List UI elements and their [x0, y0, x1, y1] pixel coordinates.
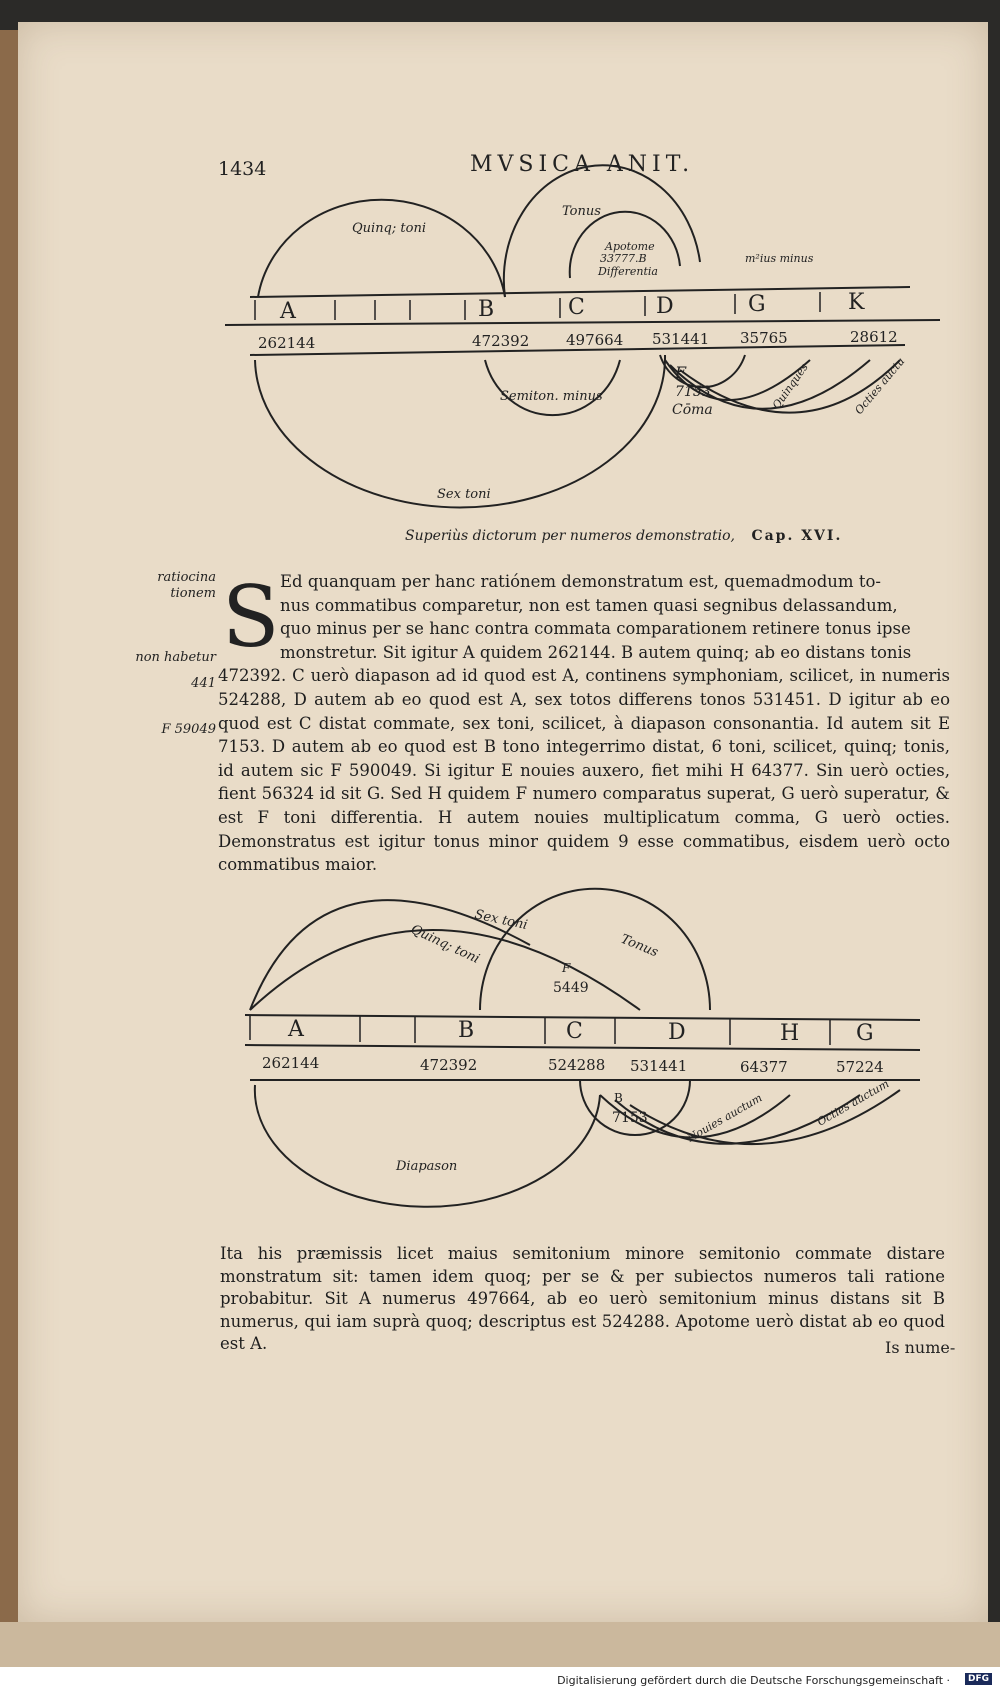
number-g: 57224 [836, 1058, 884, 1076]
dfg-logo: DFG [965, 1673, 992, 1685]
label-apotome: Apotome [605, 240, 655, 253]
diagram-1 [0, 0, 1000, 520]
label-sex-toni: Sex toni [473, 907, 529, 934]
number-b: 472392 [472, 332, 530, 350]
letter-a: A [288, 1017, 304, 1042]
arc-quinque-toni [258, 200, 505, 297]
label-diapason: Diapason [396, 1159, 458, 1174]
number-a: 262144 [262, 1054, 320, 1072]
margin-note-59049: F 59049 [161, 722, 216, 737]
caption-text: Superiùs dictorum per numeros demonstratio, [405, 528, 735, 544]
arc-diapason [255, 1085, 600, 1207]
footer-credit: Digitalisierung gefördert durch die Deutsche Forschungsgemeinschaft · [557, 1674, 950, 1687]
diagram-1-numbers [258, 328, 898, 352]
letter-d: D [656, 294, 674, 319]
number-h: 64377 [740, 1058, 788, 1076]
main-paragraph [218, 570, 950, 877]
label-semiton-minus: Semiton. minus [500, 389, 603, 404]
body-line: Ed quanquam per hanc ratiónem demonstratum est, quemadmodum to- [280, 572, 881, 591]
arc-tonus [480, 889, 710, 1010]
label-7153: 7153 [612, 1110, 648, 1126]
label-b: B [614, 1091, 623, 1105]
label-sex-toni: Sex toni [437, 487, 491, 502]
number-c: 524288 [548, 1056, 606, 1074]
letter-c: C [566, 1019, 583, 1044]
letter-h: H [780, 1021, 800, 1046]
label-quinque-toni: Quinq; toni [352, 221, 426, 236]
letter-k: K [848, 290, 865, 315]
number-a: 262144 [258, 334, 316, 352]
letter-c: C [568, 295, 585, 320]
label-tonus: Tonus [618, 931, 661, 961]
label-5449: 5449 [553, 980, 589, 996]
catchword: Is nume- [885, 1338, 956, 1357]
label-maius-minus: m²ius minus [745, 252, 814, 265]
label-f: F [562, 961, 571, 975]
margin-note-ratiocinationem: ratiocina tionem [157, 570, 216, 601]
label-7153: 7153 [675, 384, 711, 400]
label-tonus: Tonus [562, 204, 601, 219]
body-line: monstretur. Sit igitur A quidem 262144. B autem quinq; ab eo distans tonis [280, 642, 912, 662]
number-d: 531441 [652, 330, 710, 348]
letter-a: A [280, 299, 296, 324]
body-line: 472392. C uerò diapason ad id quod est A, continens symphoniam, scilicet, in numeris 524288, D autem ab eo quod est A, sex totos differens tonos 531451. D igitur ab eo quod est C distat commate, sex toni, scilicet, à diapason consonantia. Id autem sit E 7153. D autem ab eo quod est B tono integerrimo distat, 6 toni, scilicet, quinq; tonis, id autem sic F 590049. Si igitur E nouies auxero, fiet mihi H 64377. Sin uerò octies, fient 56324 id sit G. Sed H quidem F numero comparatus superat, G uerò superatur, & est F toni differentia. H autem nouies multiplicatum comma, G uerò octies. Demonstratus est igitur tonus minor quidem 9 esse commatibus, eisdem uerò octo commatibus maior. [218, 666, 950, 875]
letter-b: B [458, 1018, 475, 1043]
label-coma: Cōma [672, 402, 713, 418]
number-g: 35765 [740, 329, 788, 347]
number-b: 472392 [420, 1056, 478, 1074]
chapter-number: Cap. XVI. [751, 528, 843, 544]
number-c: 497664 [566, 331, 624, 349]
second-paragraph: Ita his præmissis licet maius semitonium minore semitonio commate distare monstratum sit: tamen idem quoq; per se & per subiectos numeros tali ratione probabitur. Sit A numerus 497664, ab eo uerò semitonium minus distans sit B numerus, qui iam suprà quoq; descriptus est 524288. Apotome uerò distat ab eo quod est A. [220, 1244, 945, 1353]
letter-b: B [478, 297, 495, 322]
label-apotome-value: 33777.B [600, 252, 647, 265]
arc-sex-toni [255, 355, 665, 507]
margin-note-non-habetur: non habetur [135, 650, 216, 665]
footer-bar [0, 1667, 1000, 1693]
figure-caption [405, 528, 842, 544]
letter-g: G [856, 1021, 874, 1046]
label-nouies-auctum: Nouies auctum [685, 1091, 765, 1145]
label-differentia: Differentia [598, 265, 658, 278]
body-line: nus commatibus comparetur, non est tamen quasi segnibus delassandum, [280, 595, 898, 615]
body-line: quo minus per se hanc contra commata comparationem retinere tonus ipse [280, 619, 911, 639]
page-bottom-edge [0, 1622, 1000, 1667]
diagram-2-letters [287, 1017, 874, 1046]
label-octies-auctum: Octies auctum [815, 1077, 892, 1129]
page-number: 1434 [218, 158, 267, 180]
letter-g: G [748, 292, 766, 317]
label-octies-auctu: Octies auctu [852, 354, 908, 417]
running-title: MVSICA ANIT. [470, 152, 695, 177]
drop-capital: S [222, 568, 280, 666]
margin-note-441: 441 [191, 676, 216, 691]
number-k: 28612 [850, 328, 898, 346]
label-f: F [675, 363, 687, 382]
number-d: 531441 [630, 1057, 688, 1075]
letter-d: D [668, 1020, 686, 1045]
diagram-2-numbers [262, 1054, 884, 1076]
label-quinques: Quinques [769, 360, 811, 412]
label-quinque-toni: Quinq; toni [408, 922, 482, 967]
